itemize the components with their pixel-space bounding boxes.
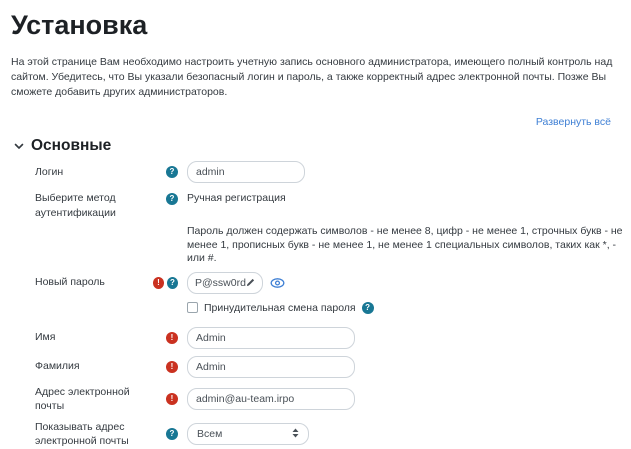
help-icon[interactable]: ? bbox=[362, 302, 374, 314]
section-header-general bbox=[11, 137, 612, 155]
row-login bbox=[11, 161, 612, 183]
help-icon[interactable]: ? bbox=[167, 277, 178, 289]
row-first-name bbox=[11, 327, 612, 349]
force-password-change-label: Принудительная смена пароля bbox=[204, 301, 356, 314]
force-password-change-checkbox[interactable] bbox=[187, 302, 198, 313]
required-icon: ! bbox=[153, 277, 164, 289]
row-force-password-change bbox=[11, 302, 612, 314]
email-input[interactable] bbox=[187, 388, 355, 410]
help-icon[interactable]: ? bbox=[166, 428, 178, 440]
login-input[interactable] bbox=[187, 161, 305, 183]
login-icons bbox=[153, 165, 187, 179]
first-name-icons bbox=[153, 331, 187, 345]
last-name-icons bbox=[153, 360, 187, 374]
required-icon: ! bbox=[166, 393, 178, 405]
row-email bbox=[11, 385, 612, 414]
page-title: Установка bbox=[11, 10, 148, 40]
new-password-value: P@ssw0rd bbox=[195, 276, 246, 289]
login-label: Логин bbox=[35, 165, 64, 178]
auth-method-label: Выберите метод аутентификации bbox=[35, 192, 116, 219]
reveal-password-eye-icon[interactable] bbox=[270, 277, 285, 289]
new-password-label: Новый пароль bbox=[35, 276, 105, 289]
expand-all-link[interactable]: Развернуть всё bbox=[535, 116, 611, 128]
select-updown-icon bbox=[292, 425, 299, 443]
expand-all-row bbox=[11, 116, 612, 129]
email-visibility-value: Всем bbox=[197, 428, 223, 440]
row-new-password bbox=[11, 272, 612, 294]
required-icon: ! bbox=[166, 332, 178, 344]
email-icons bbox=[153, 392, 187, 406]
admin-account-form bbox=[11, 161, 623, 449]
section-title: Основные bbox=[31, 137, 112, 154]
row-email-visibility bbox=[11, 420, 612, 449]
row-password-hint bbox=[11, 225, 623, 266]
pencil-icon bbox=[246, 274, 255, 292]
password-hint-text: Пароль должен содержать символов - не менее 8, цифр - не менее 1, строчных букв - не менее 1, прописных букв - не менее 1, не менее 1 специальных символов, таких как *, - или #. bbox=[187, 225, 623, 264]
email-label: Адрес электронной почты bbox=[35, 385, 130, 412]
last-name-label: Фамилия bbox=[35, 360, 80, 373]
first-name-input[interactable] bbox=[187, 327, 355, 349]
first-name-label: Имя bbox=[35, 331, 56, 344]
required-icon: ! bbox=[166, 361, 178, 373]
email-visibility-icons bbox=[153, 427, 187, 441]
help-icon[interactable]: ? bbox=[166, 166, 178, 178]
new-password-input[interactable] bbox=[187, 272, 263, 294]
auth-method-value: Ручная регистрация bbox=[187, 192, 286, 204]
help-icon[interactable]: ? bbox=[166, 193, 178, 205]
row-last-name bbox=[11, 356, 612, 378]
last-name-input[interactable] bbox=[187, 356, 355, 378]
chevron-down-icon[interactable] bbox=[14, 143, 24, 150]
email-visibility-label: Показывать адрес электронной почты bbox=[35, 420, 129, 447]
row-auth-method bbox=[11, 191, 612, 220]
new-password-icons bbox=[153, 276, 187, 290]
auth-method-icons bbox=[153, 192, 187, 206]
intro-text: На этой странице Вам необходимо настроить учетную запись основного администратора, имеющего полный контроль над сайтом. Убедитесь, что Вы указали безопасный логин и пароль, а также корректный адрес электронной почты. Позже Вы сможете добавить других администраторов. bbox=[11, 56, 613, 98]
email-visibility-select[interactable] bbox=[187, 423, 309, 445]
